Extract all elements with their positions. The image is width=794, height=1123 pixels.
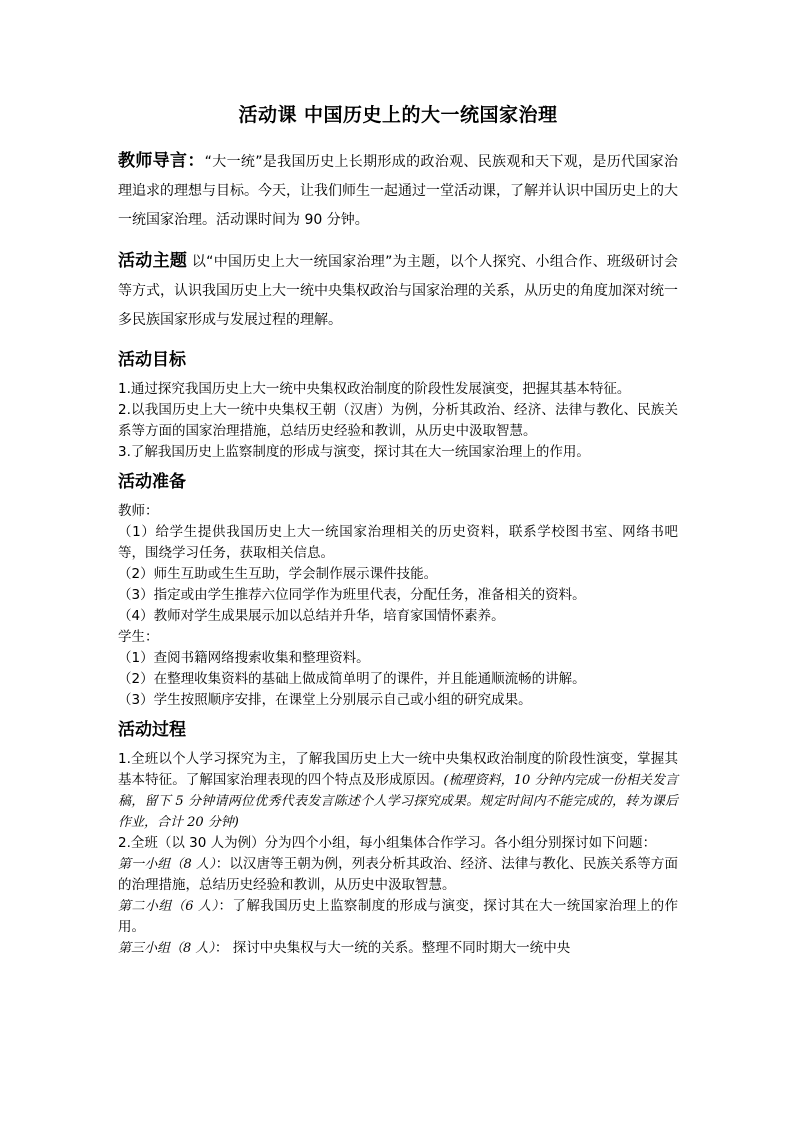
student-prep-item: （1）查阅书籍网络搜索收集和整理资料。 [118, 650, 370, 666]
teacher-prep-item: （2）师生互助或生生互助，学会制作展示课件技能。 [118, 566, 438, 582]
student-prep-item: （3）学生按照顺序安排，在课堂上分别展示自己或小组的研究成果。 [118, 692, 532, 708]
group-text: ： 探讨中央集权与大一统的关系。整理不同时期大一统中央 [214, 940, 571, 956]
activity-preparation [118, 469, 678, 711]
document-title: 活动课 中国历史上的大一统国家治理 [238, 104, 558, 126]
activity-theme [118, 247, 678, 335]
teacher-label: 教师： [118, 503, 159, 519]
group-item [118, 854, 678, 896]
group-label: 第二小组（6 人） [118, 899, 219, 914]
step1-text: 1.全班以个人学习探究为主，了解我国历史上大一统中央集权政治制度的阶段性演变，掌握其基本特征。了解国家治理表现的四个特点及形成原因。 [118, 751, 678, 788]
document-page [118, 100, 678, 965]
group-item [118, 938, 678, 959]
group-label: 第三小组（8 人） [118, 941, 215, 956]
group-label: 第一小组（8 人） [118, 857, 216, 872]
goal-item: 1.通过探究我国历史上大一统中央集权政治制度的阶段性发展演变，把握其基本特征。 [118, 381, 631, 397]
teacher-prep-item: （4）教师对学生成果展示加以总结并升华，培育家国情怀素养。 [118, 608, 505, 624]
theme-text: 以“中国历史上大一统国家治理”为主题，以个人探究、小组合作、班级研讨会等方式，认识我国历史上大一统中央集权政治与国家治理的关系，从历史的角度加深对统一多民族国家形成与发展过程的理解。 [118, 254, 678, 328]
teacher-prep-item: （3）指定或由学生推荐六位同学作为班里代表，分配任务，准备相关的资料。 [118, 587, 586, 603]
teacher-intro [118, 147, 678, 235]
intro-label: 教师导言： [118, 151, 205, 171]
goals-heading: 活动目标 [118, 350, 186, 370]
goal-item: 3.了解我国历史上监察制度的形成与演变，探讨其在大一统国家治理上的作用。 [118, 444, 590, 460]
group-item [118, 896, 678, 938]
process-step-1 [118, 749, 678, 833]
activity-process [118, 717, 678, 959]
process-step-2: 2.全班（以 30 人为例）分为四个小组，每小组集体合作学习。各小组分别探讨如下问题： [118, 835, 657, 851]
intro-text: “大一统”是我国历史上长期形成的政治观、民族观和天下观，是历代国家治理追求的理想与目标。今天，让我们师生一起通过一堂活动课，了解并认识中国历史上的大一统国家治理。活动课时间为 90 分钟。 [118, 154, 679, 228]
prep-heading: 活动准备 [118, 472, 186, 492]
student-prep-item: （2）在整理收集资料的基础上做成简单明了的课件，并且能通顺流畅的讲解。 [118, 671, 586, 687]
goal-item: 2.以我国历史上大一统中央集权王朝（汉唐）为例，分析其政治、经济、法律与教化、民族关系等方面的国家治理措施，总结历史经验和教训，从历史中汲取智慧。 [118, 402, 678, 439]
activity-goals [118, 347, 678, 463]
teacher-prep-item: （1）给学生提供我国历史上大一统国家治理相关的历史资料，联系学校图书室、网络书吧等，围绕学习任务，获取相关信息。 [118, 524, 678, 561]
group-text: ：了解我国历史上监察制度的形成与演变，探讨其在大一统国家治理上的作用。 [118, 898, 679, 935]
group-text: ：以汉唐等王朝为例，列表分析其政治、经济、法律与教化、民族关系等方面的治理措施，总结历史经验和教训，从历史中汲取智慧。 [118, 856, 678, 893]
step1-note: (梳理资料，10 分钟内完成一份相关发言稿，留下 5 分钟请两位优秀代表发言陈述个人学习探究成果。规定时间内不能完成的，转为课后作业，合计 20 分钟) [118, 773, 679, 830]
process-heading: 活动过程 [118, 720, 186, 740]
theme-label: 活动主题 [118, 251, 188, 271]
student-label: 学生： [118, 629, 159, 645]
